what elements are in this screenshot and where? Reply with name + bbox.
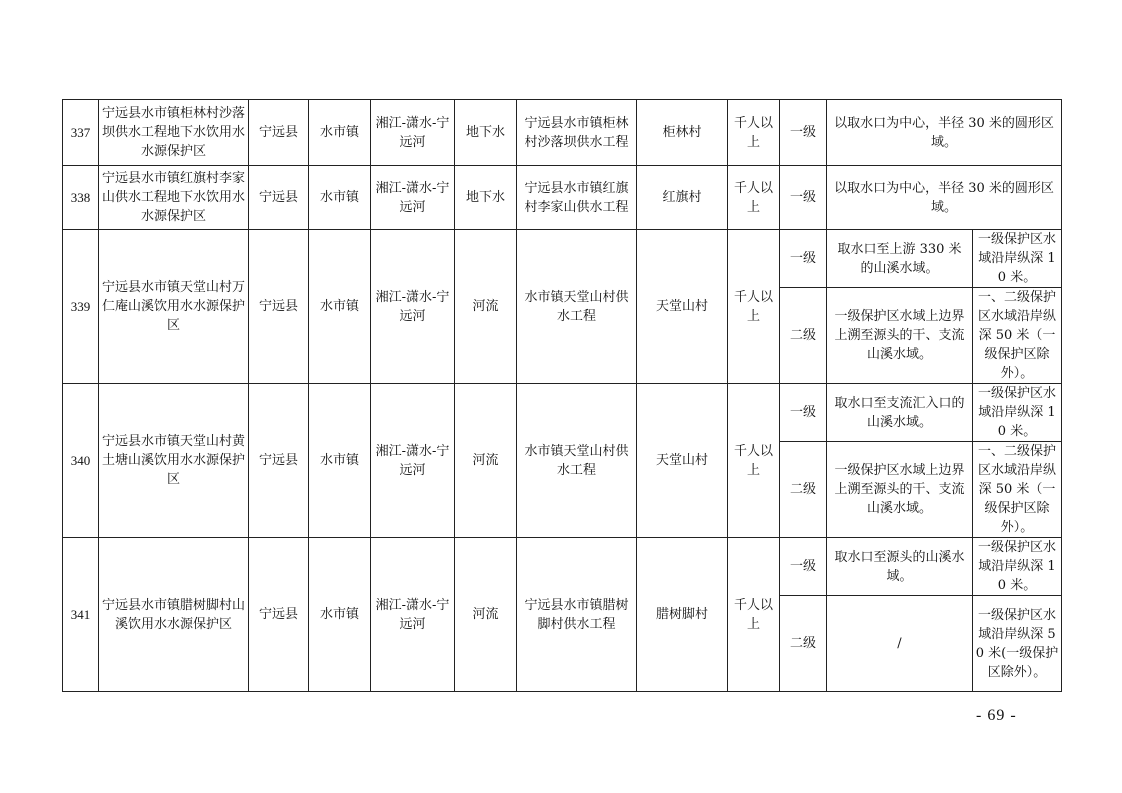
water-area-extent: / <box>827 596 973 692</box>
water-area-extent: 一级保护区水域上边界上溯至源头的干、支流山溪水域。 <box>827 442 973 538</box>
serial-number: 339 <box>63 230 99 384</box>
town-name: 水市镇 <box>309 166 371 230</box>
protection-area-name: 宁远县水市镇红旗村李家山供水工程地下水饮用水水源保护区 <box>99 166 249 230</box>
protection-level: 二级 <box>780 288 827 384</box>
town-name: 水市镇 <box>309 230 371 384</box>
table-row <box>63 166 1062 230</box>
served-village: 柜林村 <box>637 100 728 166</box>
service-scale: 千人以上 <box>728 230 780 384</box>
water-area-extent: 取水口至支流汇入口的山溪水域。 <box>827 384 973 442</box>
county-name: 宁远县 <box>249 166 309 230</box>
protection-level: 一级 <box>780 538 827 596</box>
land-area-extent: 一级保护区水域沿岸纵深 10 米。 <box>973 538 1062 596</box>
protection-level: 一级 <box>780 230 827 288</box>
water-supply-project: 水市镇天堂山村供水工程 <box>517 384 637 538</box>
serial-number: 337 <box>63 100 99 166</box>
protection-level: 二级 <box>780 442 827 538</box>
serial-number: 340 <box>63 384 99 538</box>
town-name: 水市镇 <box>309 538 371 692</box>
service-scale: 千人以上 <box>728 100 780 166</box>
water-system: 湘江-潇水-宁远河 <box>371 538 455 692</box>
water-supply-project: 宁远县水市镇腊树脚村供水工程 <box>517 538 637 692</box>
water-area-extent: 取水口至源头的山溪水域。 <box>827 538 973 596</box>
serial-number: 341 <box>63 538 99 692</box>
service-scale: 千人以上 <box>728 384 780 538</box>
serial-number: 338 <box>63 166 99 230</box>
source-type: 河流 <box>455 384 517 538</box>
protection-area-name: 宁远县水市镇柜林村沙落坝供水工程地下水饮用水水源保护区 <box>99 100 249 166</box>
protection-extent: 以取水口为中心，半径 30 米的圆形区域。 <box>827 100 1062 166</box>
service-scale: 千人以上 <box>728 538 780 692</box>
county-name: 宁远县 <box>249 100 309 166</box>
town-name: 水市镇 <box>309 384 371 538</box>
water-supply-project: 宁远县水市镇红旗村李家山供水工程 <box>517 166 637 230</box>
table-row <box>63 384 1062 442</box>
protection-area-name: 宁远县水市镇天堂山村万仁庵山溪饮用水水源保护区 <box>99 230 249 384</box>
served-village: 天堂山村 <box>637 230 728 384</box>
water-source-protection-table <box>62 99 1062 692</box>
service-scale: 千人以上 <box>728 166 780 230</box>
protection-level: 一级 <box>780 100 827 166</box>
served-village: 红旗村 <box>637 166 728 230</box>
served-village: 天堂山村 <box>637 384 728 538</box>
served-village: 腊树脚村 <box>637 538 728 692</box>
land-area-extent: 一级保护区水域沿岸纵深 50 米(一级保护区除外）。 <box>973 596 1062 692</box>
page-number: - 69 - <box>976 707 1017 724</box>
protection-area-name: 宁远县水市镇腊树脚村山溪饮用水水源保护区 <box>99 538 249 692</box>
water-supply-project: 水市镇天堂山村供水工程 <box>517 230 637 384</box>
water-area-extent: 取水口至上游 330 米的山溪水域。 <box>827 230 973 288</box>
water-system: 湘江-潇水-宁远河 <box>371 230 455 384</box>
source-type: 河流 <box>455 230 517 384</box>
protection-level: 一级 <box>780 166 827 230</box>
table-row <box>63 100 1062 166</box>
protection-area-name: 宁远县水市镇天堂山村黄土塘山溪饮用水水源保护区 <box>99 384 249 538</box>
water-system: 湘江-潇水-宁远河 <box>371 384 455 538</box>
table-row <box>63 538 1062 596</box>
protection-level: 一级 <box>780 384 827 442</box>
land-area-extent: 一、二级保护区水域沿岸纵深 50 米（一级保护区除外）。 <box>973 288 1062 384</box>
land-area-extent: 一级保护区水域沿岸纵深 10 米。 <box>973 384 1062 442</box>
land-area-extent: 一级保护区水域沿岸纵深 10 米。 <box>973 230 1062 288</box>
source-type: 地下水 <box>455 100 517 166</box>
land-area-extent: 一、二级保护区水域沿岸纵深 50 米（一级保护区除外）。 <box>973 442 1062 538</box>
source-type: 河流 <box>455 538 517 692</box>
water-system: 湘江-潇水-宁远河 <box>371 166 455 230</box>
protection-level: 二级 <box>780 596 827 692</box>
table-row <box>63 230 1062 288</box>
county-name: 宁远县 <box>249 384 309 538</box>
town-name: 水市镇 <box>309 100 371 166</box>
water-supply-project: 宁远县水市镇柜林村沙落坝供水工程 <box>517 100 637 166</box>
protection-extent: 以取水口为中心，半径 30 米的圆形区域。 <box>827 166 1062 230</box>
water-area-extent: 一级保护区水域上边界上溯至源头的干、支流山溪水域。 <box>827 288 973 384</box>
county-name: 宁远县 <box>249 538 309 692</box>
water-system: 湘江-潇水-宁远河 <box>371 100 455 166</box>
county-name: 宁远县 <box>249 230 309 384</box>
source-type: 地下水 <box>455 166 517 230</box>
